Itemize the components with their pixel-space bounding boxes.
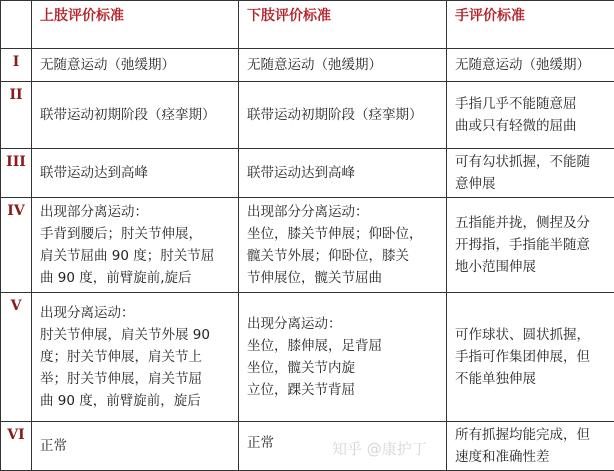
watermark: 知乎 @康护丁 <box>332 440 427 458</box>
lower-cell <box>239 198 447 293</box>
cell-line: 立位，踝关节背屈 <box>247 379 440 401</box>
upper-cell <box>32 198 239 293</box>
hand-cell <box>447 198 614 293</box>
header-lower-limb: 下肢评价标准 <box>239 1 447 49</box>
level-cell: I <box>1 49 32 82</box>
cell-line: 手指可作集团伸展，但 <box>455 346 608 368</box>
cell-line: 手背到腰后；肘关节伸展， <box>40 223 232 245</box>
cell-line: 坐位，髋关节内旋 <box>247 357 440 379</box>
cell-line: 地小范围伸展 <box>455 256 608 278</box>
cell-line: 肩关节屈曲 90 度；肘关节屈 <box>40 245 232 267</box>
cell-line: 出现分离运动： <box>40 302 232 324</box>
lower-cell <box>239 49 447 82</box>
cell-line: 曲或只有轻微的屈曲 <box>455 115 608 137</box>
hand-cell <box>447 49 614 82</box>
cell-line: 开拇指，手指能半随意 <box>455 234 608 256</box>
cell-line: 手指几乎不能随意屈 <box>455 93 608 115</box>
cell-line: 所有抓握均能完成，但 <box>455 424 608 446</box>
header-hand: 手评价标准 <box>447 1 614 49</box>
level-cell: IV <box>1 198 32 293</box>
header-row <box>1 1 614 49</box>
table-row <box>1 422 614 471</box>
lower-cell <box>239 82 447 149</box>
cell-line: 联带运动初期阶段（痉挛期） <box>40 104 232 126</box>
cell-line: 五指能并拢，侧捏及分 <box>455 212 608 234</box>
header-level <box>1 1 32 49</box>
level-cell: III <box>1 149 32 198</box>
lower-cell <box>239 149 447 198</box>
table-row <box>1 82 614 149</box>
level-cell: V <box>1 293 32 422</box>
cell-line: 联带运动达到高峰 <box>247 162 440 184</box>
cell-line: 无随意运动（弛缓期） <box>40 54 232 76</box>
cell-line: 举；肘关节伸展，肩关节屈 <box>40 368 232 390</box>
cell-line: 曲 90 度，前臂旋前,旋后 <box>40 267 232 289</box>
upper-cell <box>32 293 239 422</box>
cell-line: 髋关节外展；仰卧位，膝关 <box>247 245 440 267</box>
upper-cell <box>32 149 239 198</box>
cell-line: 联带运动达到高峰 <box>40 162 232 184</box>
cell-line: 可有勾状抓握，不能随 <box>455 151 608 173</box>
cell-line: 坐位，膝关节伸展；仰卧位， <box>247 223 440 245</box>
table-row <box>1 49 614 82</box>
cell-line: 意伸展 <box>455 173 608 195</box>
hand-cell <box>447 422 614 471</box>
cell-line: 可作球状、圆状抓握， <box>455 324 608 346</box>
cell-line: 联带运动初期阶段（痉挛期） <box>247 104 440 126</box>
upper-cell <box>32 49 239 82</box>
hand-cell <box>447 82 614 149</box>
cell-line: 节伸展位，髋关节屈曲 <box>247 267 440 289</box>
table-row <box>1 198 614 293</box>
table-row <box>1 149 614 198</box>
table-row <box>1 293 614 422</box>
cell-line: 曲 90 度，前臂旋前，旋后 <box>40 390 232 412</box>
cell-line: 出现部分分离运动： <box>247 201 440 223</box>
cell-line: 不能单独伸展 <box>455 368 608 390</box>
cell-line: 无随意运动（弛缓期） <box>455 54 608 76</box>
cell-line: 正常 <box>247 432 440 454</box>
upper-cell <box>32 82 239 149</box>
cell-line: 速度和准确性差 <box>455 446 608 468</box>
cell-line: 无随意运动（弛缓期） <box>247 54 440 76</box>
cell-line: 出现部分离运动： <box>40 201 232 223</box>
level-cell: VI <box>1 422 32 471</box>
upper-cell <box>32 422 239 471</box>
cell-line: 出现分离运动： <box>247 313 440 335</box>
header-upper-limb: 上肢评价标准 <box>32 1 239 49</box>
hand-cell <box>447 149 614 198</box>
hand-cell <box>447 293 614 422</box>
level-cell: II <box>1 82 32 149</box>
cell-line: 度；肘关节伸展，肩关节上 <box>40 346 232 368</box>
cell-line: 坐位，膝伸展，足背屈 <box>247 335 440 357</box>
cell-line: 正常 <box>40 435 232 457</box>
lower-cell <box>239 293 447 422</box>
cell-line: 肘关节伸展，肩关节外展 90 <box>40 324 232 346</box>
